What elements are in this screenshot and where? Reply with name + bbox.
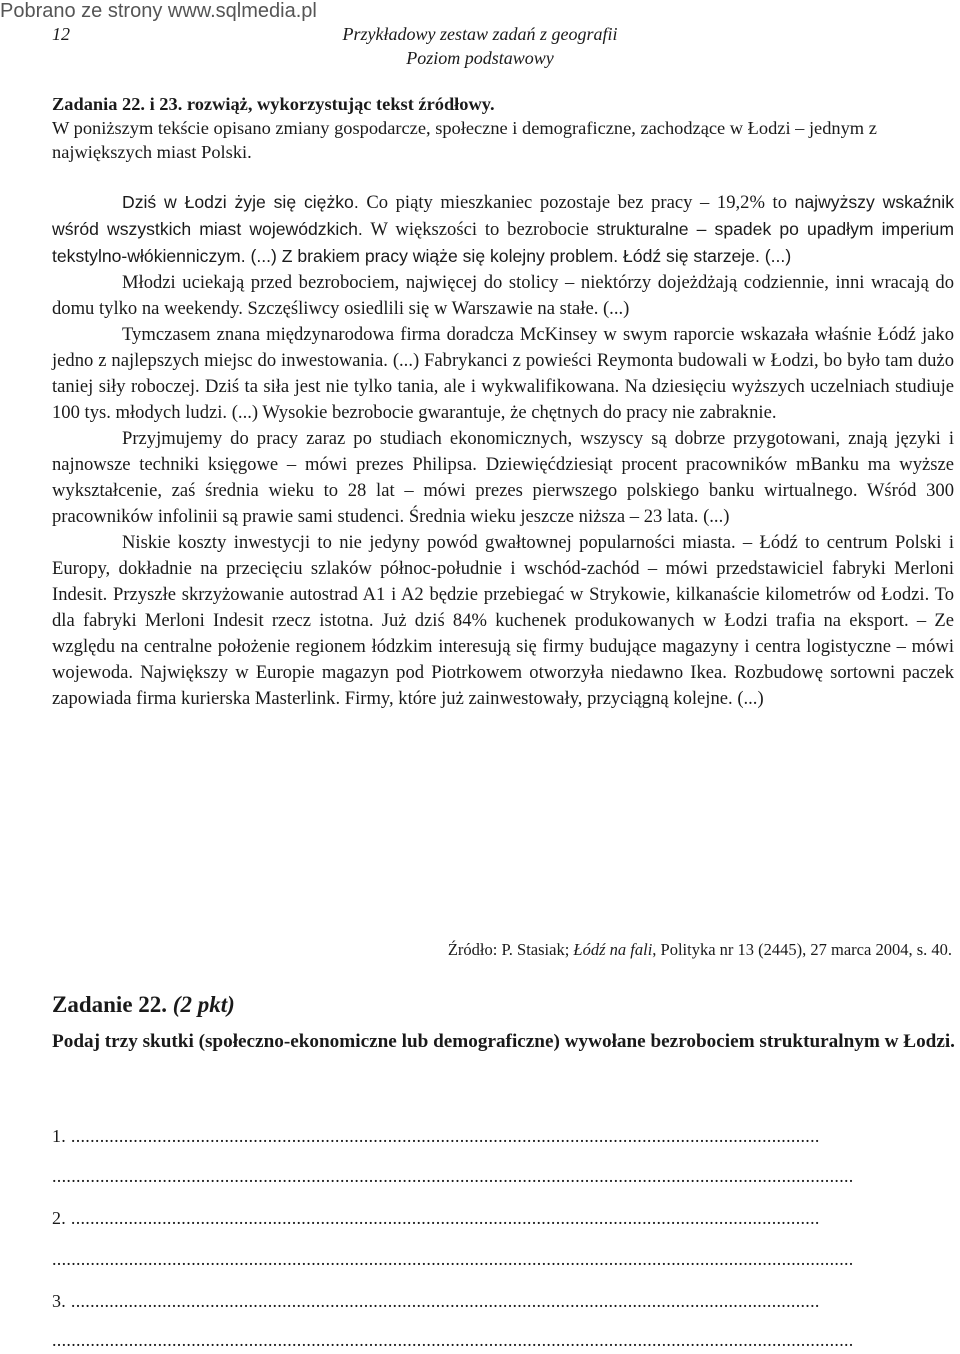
source-p1-part2: Co piąty mieszkaniec pozostaje bez pracy – 19,2% to xyxy=(358,192,795,213)
answer-line-3b[interactable]: ....................................................................................................................................................................... xyxy=(52,1330,854,1350)
source-paragraph-5: Niskie koszty inwestycji to nie jedyny powód gwałtownej popularności miasta. – Łódź to centrum Polski i Europy, dokładnie na przecięciu szlaków północ-południe i wschód-zachód – mówi przedstawiciel fabryki Merloni Indesit. Przyszłe skrzyżowanie autostrad A1 i A2 będzie przebiegać w Strykowie, kilkanaście kilometrów od Łodzi. To dla fabryki Merloni Indesit rzecz istotna. Już dziś 84% kuchenek produkowanych w Łodzi trafia na eksport. – Ze względu na centralne położenie regionem łódzkim interesują się firmy budujące magazyny i centra logistyczne – mówi wojewoda. Największy w Europie magazyn pod Piotrkowem otworzyła niedawno Ikea. Rozbudowę sortowni paczek zapowiada firma kurierska Masterlink. Firmy, które już zainwestowały, przyciągną kolejne. (...) xyxy=(52,532,954,709)
citation-prefix: Źródło: P. Stasiak; xyxy=(447,940,574,959)
header-subtitle: Poziom podstawowy xyxy=(406,48,554,68)
source-text xyxy=(52,189,954,712)
intro-description: W poniższym tekście opisano zmiany gospodarcze, społeczne i demograficzne, zachodzące w Łodzi – jednym z największych miast Polski. xyxy=(52,118,877,162)
citation-suffix: , Polityka nr 13 (2445), 27 marca 2004, s. 40. xyxy=(652,940,952,959)
header-title: Przykładowy zestaw zadań z geografii xyxy=(342,24,618,44)
intro-heading: Zadania 22. i 23. rozwiąż, wykorzystując tekst źródłowy. xyxy=(52,94,495,114)
watermark-text: Pobrano ze strony www.sqlmedia.pl xyxy=(0,0,317,22)
source-citation xyxy=(448,940,952,960)
task-points: (2 pkt) xyxy=(172,992,235,1017)
source-p1-part1: Dziś w Łodzi żyje się ciężko. xyxy=(122,192,359,212)
answer-line-1b[interactable]: ....................................................................................................................................................................... xyxy=(52,1166,854,1186)
source-paragraph-4: Przyjmujemy do pracy zaraz po studiach ekonomicznych, wszyscy są dobrze przygotowani, znają języki i najnowsze techniki księgowe – mówi prezes Philipsa. Dziewięćdziesiąt procent pracowników mBanku ma wyższe wykształcenie, zaś średnia wieku to 28 lat – mówi prezes pierwszego polskiego banku wirtualnego. Wśród 300 pracowników infolinii są prawie sami studenci. Średnia wieku jeszcze niższa – 23 lata. (...) xyxy=(52,428,954,527)
source-p1-part4: W większości to bezrobocie xyxy=(362,219,597,240)
answer-line-2b[interactable]: ....................................................................................................................................................................... xyxy=(52,1249,854,1269)
task-number: Zadanie 22. xyxy=(52,992,173,1017)
answer-line-3[interactable]: 3. ............................................................................................................................................................ xyxy=(52,1291,820,1311)
citation-title: Łódź na fali xyxy=(573,940,653,959)
source-paragraph-2: Młodzi uciekają przed bezrobociem, najwięcej do stolicy – niektórzy dojeżdżają codziennie, inni wracają do domu tylko na weekendy. Szczęśliwcy osiedlili się w Warszawie na stałe. (...) xyxy=(52,272,954,319)
source-p1-part3: najwyższy wskaźnik wśród wszystkich miast wojewódzkich. xyxy=(52,192,954,239)
page-number: 12 xyxy=(52,24,70,44)
task-question: Podaj trzy skutki (społeczno-ekonomiczne lub demograficzne) wywołane bezrobociem strukturalnym w Łodzi. xyxy=(52,1031,955,1052)
source-paragraph-3: Tymczasem znana międzynarodowa firma doradcza McKinsey w swym raporcie wskazała właśnie Łódź jako jedno z najlepszych miejsc do inwestowania. (...) Fabrykanci z powieści Reymonta budowali w Łodzi, bo było tam dużo taniej siły roboczej. Dziś ta siła jest nie tylko tania, ale i wykwalifikowana. Na dziesięciu wyższych uczelniach studiuje 100 tys. młodych ludzi. (...) Wysokie bezrobocie gwarantuje, że chętnych do pracy nie zabraknie. xyxy=(52,324,954,423)
page-header xyxy=(0,22,960,70)
source-p1-part5: strukturalne – spadek po upadłym imperium tekstylno-włókienniczym. (...) Z brakiem pracy wiąże się kolejny problem. Łódź się starzeje. (...) xyxy=(52,219,954,266)
task-title xyxy=(52,992,235,1018)
answer-line-1[interactable]: 1. ............................................................................................................................................................ xyxy=(52,1126,820,1146)
source-paragraph-1 xyxy=(52,189,954,270)
answer-line-2[interactable]: 2. ............................................................................................................................................................ xyxy=(52,1208,820,1228)
intro-block xyxy=(52,92,952,164)
